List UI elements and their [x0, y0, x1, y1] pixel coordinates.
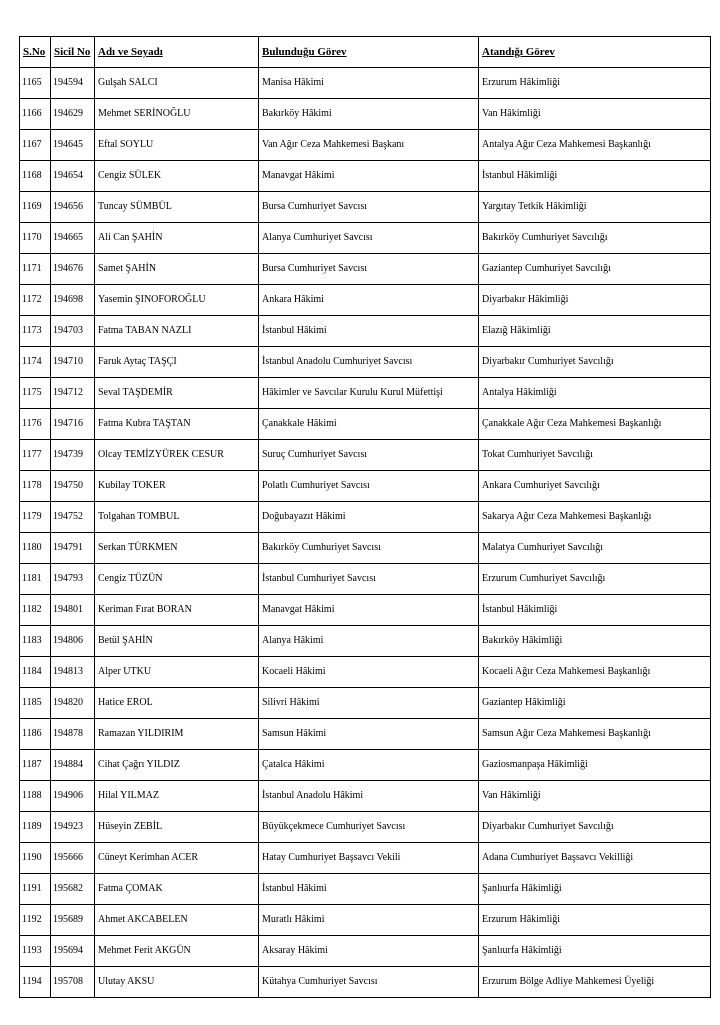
- name-cell: Ali Can ŞAHİN: [95, 223, 259, 254]
- assigned-post-cell: Erzurum Hâkimliği: [479, 68, 711, 99]
- assigned-post-cell: Kocaeli Ağır Ceza Mahkemesi Başkanlığı: [479, 657, 711, 688]
- assigned-post-cell: Malatya Cumhuriyet Savcılığı: [479, 533, 711, 564]
- assigned-post-cell: Antalya Ağır Ceza Mahkemesi Başkanlığı: [479, 130, 711, 161]
- assigned-post-cell: Diyarbakır Hâkimliği: [479, 285, 711, 316]
- current-post-cell: Büyükçekmece Cumhuriyet Savcısı: [259, 812, 479, 843]
- name-cell: Cengiz TÜZÜN: [95, 564, 259, 595]
- assigned-post-cell: Sakarya Ağır Ceza Mahkemesi Başkanlığı: [479, 502, 711, 533]
- name-cell: Ramazan YILDIRIM: [95, 719, 259, 750]
- sno-cell: 1186: [20, 719, 51, 750]
- sicil-no-cell: 194716: [51, 409, 95, 440]
- sicil-no-cell: 194906: [51, 781, 95, 812]
- name-cell: Ahmet AKCABELEN: [95, 905, 259, 936]
- sicil-no-cell: 194712: [51, 378, 95, 409]
- current-post-cell: Bakırköy Hâkimi: [259, 99, 479, 130]
- name-cell: Hilal YILMAZ: [95, 781, 259, 812]
- sno-cell: 1187: [20, 750, 51, 781]
- current-post-cell: Samsun Hâkimi: [259, 719, 479, 750]
- table-row: [20, 68, 711, 99]
- sno-cell: 1174: [20, 347, 51, 378]
- sno-cell: 1175: [20, 378, 51, 409]
- assigned-post-cell: Bakırköy Cumhuriyet Savcılığı: [479, 223, 711, 254]
- sno-cell: 1184: [20, 657, 51, 688]
- assigned-post-cell: Erzurum Cumhuriyet Savcılığı: [479, 564, 711, 595]
- assigned-post-cell: Şanlıurfa Hâkimliği: [479, 874, 711, 905]
- assigned-post-cell: Çanakkale Ağır Ceza Mahkemesi Başkanlığı: [479, 409, 711, 440]
- table-row: [20, 750, 711, 781]
- sno-cell: 1166: [20, 99, 51, 130]
- table-row: [20, 347, 711, 378]
- sicil-no-cell: 195689: [51, 905, 95, 936]
- sno-cell: 1165: [20, 68, 51, 99]
- current-post-cell: İstanbul Anadolu Cumhuriyet Savcısı: [259, 347, 479, 378]
- sno-cell: 1193: [20, 936, 51, 967]
- sicil-no-cell: 194665: [51, 223, 95, 254]
- name-cell: Cüneyt Kerimhan ACER: [95, 843, 259, 874]
- table-row: [20, 967, 711, 998]
- table-row: [20, 595, 711, 626]
- current-post-cell: Kütahya Cumhuriyet Savcısı: [259, 967, 479, 998]
- sno-cell: 1183: [20, 626, 51, 657]
- name-cell: Fatma TABAN NAZLI: [95, 316, 259, 347]
- current-post-cell: Muratlı Hâkimi: [259, 905, 479, 936]
- name-cell: Cihat Çağrı YILDIZ: [95, 750, 259, 781]
- current-post-cell: Kocaeli Hâkimi: [259, 657, 479, 688]
- current-post-cell: Manavgat Hâkimi: [259, 161, 479, 192]
- sicil-no-cell: 195708: [51, 967, 95, 998]
- sicil-no-cell: 194791: [51, 533, 95, 564]
- sno-cell: 1173: [20, 316, 51, 347]
- current-post-cell: Van Ağır Ceza Mahkemesi Başkanı: [259, 130, 479, 161]
- sicil-no-cell: 194923: [51, 812, 95, 843]
- sno-cell: 1177: [20, 440, 51, 471]
- sno-cell: 1190: [20, 843, 51, 874]
- current-post-cell: İstanbul Hâkimi: [259, 316, 479, 347]
- sicil-no-cell: 194820: [51, 688, 95, 719]
- name-cell: Gulşah SALCI: [95, 68, 259, 99]
- assigned-post-cell: Gaziosmanpaşa Hâkimliği: [479, 750, 711, 781]
- header-sicil-no: Sicil No: [51, 37, 95, 68]
- header-assigned-post: Atandığı Görev: [479, 37, 711, 68]
- table-row: [20, 223, 711, 254]
- current-post-cell: İstanbul Cumhuriyet Savcısı: [259, 564, 479, 595]
- current-post-cell: Bakırköy Cumhuriyet Savcısı: [259, 533, 479, 564]
- sno-cell: 1185: [20, 688, 51, 719]
- assigned-post-cell: İstanbul Hâkimliği: [479, 595, 711, 626]
- current-post-cell: Hatay Cumhuriyet Başsavcı Vekili: [259, 843, 479, 874]
- name-cell: Hüseyin ZEBİL: [95, 812, 259, 843]
- sicil-no-cell: 195666: [51, 843, 95, 874]
- header-row: [20, 37, 711, 68]
- sno-cell: 1181: [20, 564, 51, 595]
- table-body: [20, 68, 711, 998]
- sicil-no-cell: 194594: [51, 68, 95, 99]
- table-row: [20, 874, 711, 905]
- assigned-post-cell: Adana Cumhuriyet Başsavcı Vekilliği: [479, 843, 711, 874]
- sno-cell: 1178: [20, 471, 51, 502]
- table-row: [20, 471, 711, 502]
- current-post-cell: Çanakkale Hâkimi: [259, 409, 479, 440]
- assigned-post-cell: Gaziantep Hâkimliği: [479, 688, 711, 719]
- sno-cell: 1179: [20, 502, 51, 533]
- table-row: [20, 440, 711, 471]
- sicil-no-cell: 194629: [51, 99, 95, 130]
- sicil-no-cell: 194793: [51, 564, 95, 595]
- current-post-cell: İstanbul Anadolu Hâkimi: [259, 781, 479, 812]
- current-post-cell: Ankara Hâkimi: [259, 285, 479, 316]
- sno-cell: 1191: [20, 874, 51, 905]
- assigned-post-cell: Antalya Hâkimliği: [479, 378, 711, 409]
- current-post-cell: Suruç Cumhuriyet Savcısı: [259, 440, 479, 471]
- name-cell: Tolgahan TOMBUL: [95, 502, 259, 533]
- assigned-post-cell: Diyarbakır Cumhuriyet Savcılığı: [479, 347, 711, 378]
- sno-cell: 1170: [20, 223, 51, 254]
- table-row: [20, 130, 711, 161]
- assigned-post-cell: Van Hâkimliği: [479, 99, 711, 130]
- table-row: [20, 316, 711, 347]
- table-row: [20, 719, 711, 750]
- name-cell: Ulutay AKSU: [95, 967, 259, 998]
- current-post-cell: Doğubayazıt Hâkimi: [259, 502, 479, 533]
- name-cell: Samet ŞAHİN: [95, 254, 259, 285]
- table-row: [20, 936, 711, 967]
- table-row: [20, 192, 711, 223]
- sno-cell: 1188: [20, 781, 51, 812]
- sicil-no-cell: 194676: [51, 254, 95, 285]
- name-cell: Alper UTKU: [95, 657, 259, 688]
- current-post-cell: Alanya Cumhuriyet Savcısı: [259, 223, 479, 254]
- sicil-no-cell: 194750: [51, 471, 95, 502]
- sicil-no-cell: 194656: [51, 192, 95, 223]
- assigned-post-cell: İstanbul Hâkimliği: [479, 161, 711, 192]
- table-row: [20, 161, 711, 192]
- sicil-no-cell: 195694: [51, 936, 95, 967]
- current-post-cell: İstanbul Hâkimi: [259, 874, 479, 905]
- table-row: [20, 99, 711, 130]
- sno-cell: 1171: [20, 254, 51, 285]
- table-row: [20, 781, 711, 812]
- name-cell: Cengiz SÜLEK: [95, 161, 259, 192]
- table-row: [20, 378, 711, 409]
- table-row: [20, 688, 711, 719]
- sno-cell: 1168: [20, 161, 51, 192]
- assigned-post-cell: Diyarbakır Cumhuriyet Savcılığı: [479, 812, 711, 843]
- current-post-cell: Bursa Cumhuriyet Savcısı: [259, 254, 479, 285]
- sicil-no-cell: 194739: [51, 440, 95, 471]
- name-cell: Seval TAŞDEMİR: [95, 378, 259, 409]
- table-row: [20, 409, 711, 440]
- assigned-post-cell: Van Hâkimliği: [479, 781, 711, 812]
- table-row: [20, 285, 711, 316]
- appointments-table: [19, 36, 711, 998]
- assigned-post-cell: Erzurum Hâkimliği: [479, 905, 711, 936]
- header-current-post: Bulunduğu Görev: [259, 37, 479, 68]
- assigned-post-cell: Ankara Cumhuriyet Savcılığı: [479, 471, 711, 502]
- sno-cell: 1169: [20, 192, 51, 223]
- sno-cell: 1172: [20, 285, 51, 316]
- current-post-cell: Hâkimler ve Savcılar Kurulu Kurul Müfettişi: [259, 378, 479, 409]
- sno-cell: 1192: [20, 905, 51, 936]
- current-post-cell: Çatalca Hâkimi: [259, 750, 479, 781]
- table-row: [20, 812, 711, 843]
- sicil-no-cell: 194654: [51, 161, 95, 192]
- current-post-cell: Alanya Hâkimi: [259, 626, 479, 657]
- sicil-no-cell: 194878: [51, 719, 95, 750]
- name-cell: Mehmet Ferit AKGÜN: [95, 936, 259, 967]
- sicil-no-cell: 194698: [51, 285, 95, 316]
- sicil-no-cell: 195682: [51, 874, 95, 905]
- name-cell: Yasemin ŞINOFOROĞLU: [95, 285, 259, 316]
- sicil-no-cell: 194884: [51, 750, 95, 781]
- table-row: [20, 533, 711, 564]
- table-row: [20, 502, 711, 533]
- assigned-post-cell: Bakırköy Hâkimliği: [479, 626, 711, 657]
- sno-cell: 1189: [20, 812, 51, 843]
- current-post-cell: Polatlı Cumhuriyet Savcısı: [259, 471, 479, 502]
- table-row: [20, 657, 711, 688]
- current-post-cell: Aksaray Hâkimi: [259, 936, 479, 967]
- current-post-cell: Manisa Hâkimi: [259, 68, 479, 99]
- sicil-no-cell: 194806: [51, 626, 95, 657]
- sicil-no-cell: 194645: [51, 130, 95, 161]
- assigned-post-cell: Şanlıurfa Hâkimliği: [479, 936, 711, 967]
- header-sno: S.No: [20, 37, 51, 68]
- current-post-cell: Manavgat Hâkimi: [259, 595, 479, 626]
- sicil-no-cell: 194752: [51, 502, 95, 533]
- sno-cell: 1194: [20, 967, 51, 998]
- name-cell: Fatma Kubra TAŞTAN: [95, 409, 259, 440]
- name-cell: Keriman Fırat BORAN: [95, 595, 259, 626]
- assigned-post-cell: Samsun Ağır Ceza Mahkemesi Başkanlığı: [479, 719, 711, 750]
- name-cell: Olcay TEMİZYÜREK CESUR: [95, 440, 259, 471]
- current-post-cell: Silivri Hâkimi: [259, 688, 479, 719]
- assigned-post-cell: Yargıtay Tetkik Hâkimliği: [479, 192, 711, 223]
- sno-cell: 1180: [20, 533, 51, 564]
- assigned-post-cell: Gaziantep Cumhuriyet Savcılığı: [479, 254, 711, 285]
- name-cell: Fatma ÇOMAK: [95, 874, 259, 905]
- name-cell: Hatice EROL: [95, 688, 259, 719]
- table-row: [20, 254, 711, 285]
- sno-cell: 1182: [20, 595, 51, 626]
- name-cell: Kubilay TOKER: [95, 471, 259, 502]
- assigned-post-cell: Elazığ Hâkimliği: [479, 316, 711, 347]
- name-cell: Eftal SOYLU: [95, 130, 259, 161]
- sicil-no-cell: 194813: [51, 657, 95, 688]
- sicil-no-cell: 194801: [51, 595, 95, 626]
- current-post-cell: Bursa Cumhuriyet Savcısı: [259, 192, 479, 223]
- assigned-post-cell: Tokat Cumhuriyet Savcılığı: [479, 440, 711, 471]
- table-header: [20, 37, 711, 68]
- sno-cell: 1176: [20, 409, 51, 440]
- name-cell: Mehmet SERİNOĞLU: [95, 99, 259, 130]
- name-cell: Betül ŞAHİN: [95, 626, 259, 657]
- table-row: [20, 564, 711, 595]
- header-name: Adı ve Soyadı: [95, 37, 259, 68]
- sicil-no-cell: 194703: [51, 316, 95, 347]
- table-row: [20, 626, 711, 657]
- name-cell: Serkan TÜRKMEN: [95, 533, 259, 564]
- name-cell: Faruk Aytaç TAŞÇI: [95, 347, 259, 378]
- table-row: [20, 843, 711, 874]
- sno-cell: 1167: [20, 130, 51, 161]
- table-row: [20, 905, 711, 936]
- assigned-post-cell: Erzurum Bölge Adliye Mahkemesi Üyeliği: [479, 967, 711, 998]
- name-cell: Tuncay SÜMBÜL: [95, 192, 259, 223]
- sicil-no-cell: 194710: [51, 347, 95, 378]
